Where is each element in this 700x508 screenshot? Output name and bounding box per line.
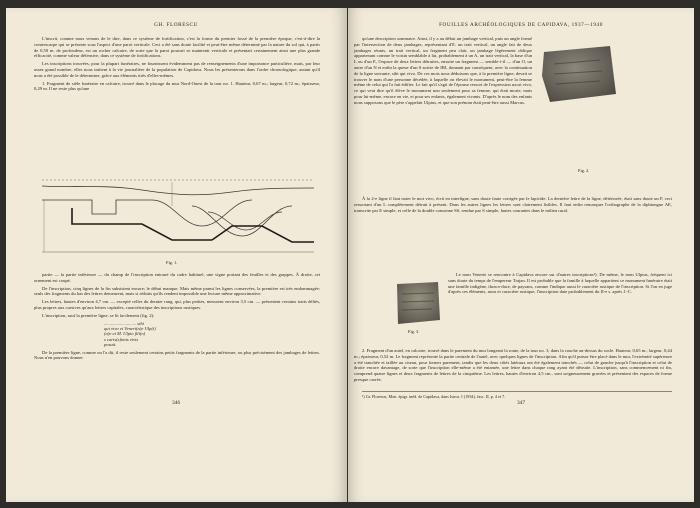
paragraph: L'inscrit, comme nous venons de le dire, dans ce système de fortification, c'est la forme du premier fossé de la première époque, c'est-à-dire la contrescarpe qui se présente sous l'aspect d'une paroi verticale. Ceci a été sans doute facilité et peut-être même déterminé par la nature du sol qui, à partir de 0,50 m. de profondeur, est un rocher calcaire, de sorte que la paroi pouvait se maintenir verticale et présentait certainement ainsi une plus grande efficacité, comme valeur défensive, dans ce système de fortifications. [34,36,320,59]
right-page [348,8,694,502]
right-text-column-a [354,36,532,108]
paragraph: partie — la partie inférieure — du champ de l'inscription entouré du cadre habituel, une vigne portant des feuilles et des grappes. À droite, cet ornement est coupé. [34,272,320,283]
inscription-line: posuit. [104,342,117,348]
fig2-caption: Fig. 2. [578,168,590,173]
right-text-column-b [354,196,672,215]
fig2-stone-photo [540,44,618,104]
paragraph: qu'une description sommaire. Ainsi, il y a au début un jambage vertical, puis un angle formé par l'intersection de deux jambages, représentant d'E. un trait vertical, un angle fait de deux jambages réunis, un trait vertical, un fragment peu clair, un jambage légèrement oblique appartenant comme le voisin semblable à lui, probablement à un A, un trait vertical, la base d'un L ou d'un E, l'espace de deux lettres détruites, ensuite un fragment — semble-t-il — d'un O, un autre d'un N et enfin la queue d'un S suivie de IBI, donnant par conséquent, avec la continuation de la ligne suivante, sibi qui vivo. De ces mots nous déduisons que, à la première ligne, devait se trouver le nom d'une personne décédée, à laquelle on élevait le monument, peut-être la femme même de celui qui l'a fait édifier. Le fait qu'il s'agit de l'épouse ressort de l'expression uxori vivo, ce qui veut dire qu'il élève le monument non seulement pour sa femme, qui était morte, mais pour lui-même, encore en vie, et pour ses enfants, également vivants. D'après le nom des enfants nous supposons que le père s'appelait Ulpius, et que son prénom était peut-être aussi Marcus. [354,36,533,105]
paragraph: 2. Fragment d'un autel, en calcaire, trouvé dans le parement du mur longeant la route, de la tour no. 3, dans la couche au-dessus du socle. Hauteur, 0,65 m.; largeur, 0,44 m.; épaisseur, 0,52 m. Le fragment représente la partie centrale de l'autel, avec quelques lignes de l'inscription. Afin qu'il puisse être placé dans le mur, l'extrémité supérieure a été tranchée et taillée au ciseau, pour former parement, tandis que les deux côtés latéraux ont été également tranchés — celui de gauche jusqu'à l'inscription et celui de droite encore davantage, de sorte que l'inscription elle-même a été entamée, une lettre dans chaque rang ayant été détruite. L'inscription, sans commencement ni fin, comprend quatre lignes et deux fragments de lettres de la cinquième. Les lettres, hautes d'environ 4,5 cm., sont soigneusement gravées et présentent des espaces de forme presque carrée. [354,348,672,382]
right-text-column-c [448,272,672,297]
right-text-column-d [354,348,672,385]
inscription-text [104,321,320,348]
paragraph: Les lettres, hautes d'environ 4,7 cm. — excepté celles du dernier rang, qui, plus petites, mesurent environ 3,5 cm. — présentent certains traits déliés, plus propres aux cursives qu'aux lettres capitales, caractéristique des inscriptions rustiques. [34,299,320,310]
paragraph: 1. Fragment de stèle funéraire en calcaire, trouvé dans le placage du mur Nord-Ouest de la tour no. 1. Hauteur, 0,67 m.; largeur, 0,72 m.; épaisseur, 0,29 m. Il ne reste plus qu'une [34,80,320,92]
right-page-number: 347 [516,400,526,406]
paragraph: À la 2-e ligne il faut noter le mot vivo, écrit en interligne, sans doute faute corrigée par le lapicide. La dernière lettre de la ligne, détériorée, était sans doute un P, ceci ressortant d'un L complètement détruit à présent. Dans les autres lignes les lettres sont clairement lisibles. Il faut enfin remarquer l'orthographe de la diphtongue AE, transcrite par E simple, et celle de la double consonne SS, rendue par S simple, fautes courantes dans le milieu rural. [354,196,672,213]
inscription-line: ............................ sibi [104,320,144,326]
left-text-top [34,36,320,94]
footnote: ¹) Gr. Florescu, Mon. épigr. inéd. de Capidava, dans Istros. I (1934), fasc. II, p. 4 et 7. [362,391,672,399]
fig1-caption: Fig. 1. [166,260,178,265]
paragraph: L'inscription, sauf la première ligne, se lit facilement (fig. 2): [42,312,155,318]
inscription-line: qui vivo et Veneri(n)e Ulp(i) [104,325,156,331]
right-running-head: FOUILLES ARCHÉOLOGIQUES DE CAPIDAVA, 1937—1940 [439,22,603,28]
left-text-bottom [34,272,320,363]
paragraph: De l'inscription, cinq lignes de la fin subsistent encore; le début manque. Mais même parmi les lignes conservées, la première est très endommagée: seuls des fragments du bas des lettres demeurent, mais si réduits qu'ils rendent impossible une lecture même approximative. [34,285,320,297]
inscription-line: (a)e et M. Ulpio fili(o) [104,331,146,337]
inscription-line: s caris(s)imis vivis [104,336,139,342]
fig3-caption: Fig. 3. [408,329,420,334]
fig1-section-drawing [32,166,324,264]
left-running-head: GH. FLORESCU [154,22,198,28]
left-page-number: 346 [171,400,181,406]
left-page [6,8,347,502]
paragraph: Le nom Venerie se rencontre à Capidava encore sur d'autres inscriptions¹). De même, le nom Ulpius, fréquent ici sans doute du temps de l'empereur Trajan. Il est probable que la famille à laquelle appartient ce monument funéraire était une famille indigène, thraco-dace, de paysans, comme l'indique aussi le caractère rustique de l'inscription. Si l'on en juge d'après ces éléments, nous et caractère rustique, l'inscription date probablement du II-e s. après J.-C. [448,272,672,295]
fig3-altar-photo [394,278,442,326]
paragraph: De la première ligne, comme on l'a dit, il reste seulement certains petits fragments de la partie inférieure, ou plus précisément des jambages de lettres. Nous n'en pouvons donner [34,349,320,361]
paragraph: Les inscriptions trouvées, pour la plupart funéraires, ne fournissent évidemment pas de renseignements d'une importance particulière, mais, par leur assez grand nombre, elles nous initient à la vie journalière de la population de Capidava. Nous les présenterons dans l'ordre chronologique, autant qu'il nous a été possible de le déterminer, grâce aux éléments tirés d'elles-mêmes. [34,61,320,78]
